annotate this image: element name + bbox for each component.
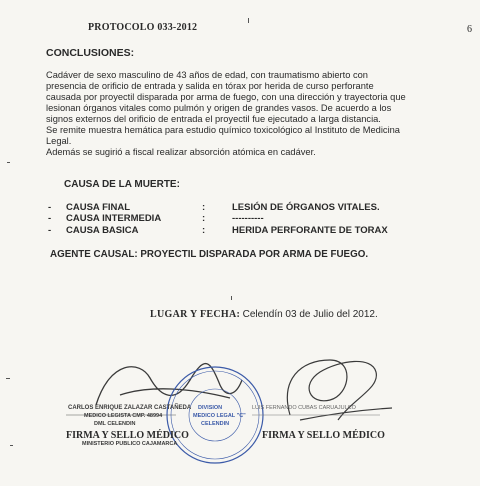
left-stamp-title: MEDICO LEGISTA CMP. 48994	[84, 413, 163, 419]
cause-dash: -	[48, 213, 52, 224]
conclusions-heading: CONCLUSIONES:	[46, 47, 135, 59]
seal-line-2: MEDICO LEGAL "C"	[193, 413, 246, 419]
place-date-label: LUGAR Y FECHA:	[150, 309, 241, 320]
conclusion-line: Cadáver de sexo masculino de 43 años de edad, con traumatismo abierto con	[46, 70, 368, 80]
cause-value: LESIÓN DE ÓRGANOS VITALES.	[232, 202, 380, 213]
cause-colon: :	[202, 202, 206, 213]
cause-label: CAUSA INTERMEDIA	[66, 213, 162, 224]
place-date-value: Celendín 03 de Julio del 2012.	[242, 309, 378, 320]
conclusion-line: causada por proyectil disparada por arma de fuego, con una dirección y trayectoria que	[46, 92, 406, 102]
cause-label: CAUSA FINAL	[66, 202, 131, 213]
scan-speck	[10, 445, 13, 446]
left-signature-caption: FIRMA Y SELLO MÉDICO	[66, 430, 189, 441]
seal-line-1: DIVISION	[198, 405, 223, 411]
scan-speck	[6, 378, 10, 379]
scan-speck	[231, 296, 232, 300]
conclusion-line: lesionan órganos vitales como pulmón y origen de grandes vasos. De acuerdo a los	[46, 103, 392, 113]
right-signature-scribble	[287, 360, 392, 420]
conclusion-line: signos externos del orificio de entrada el proyectil fue ejecutado a larga distancia.	[46, 114, 381, 124]
page-number: 6	[467, 24, 472, 35]
cause-value: HERIDA PERFORANTE DE TORAX	[232, 225, 388, 236]
place-and-date	[150, 309, 378, 320]
cause-dash: -	[48, 225, 52, 236]
cause-colon: :	[202, 225, 206, 236]
left-stamp-dept: MINISTERIO PUBLICO CAJAMARCA	[82, 441, 178, 447]
conclusion-line: Legal.	[46, 136, 72, 146]
cause-value: ----------	[232, 213, 264, 224]
agent-cause: AGENTE CAUSAL: PROYECTIL DISPARADA POR ARMA DE FUEGO.	[50, 249, 369, 260]
conclusion-line: presencia de orificio de entrada y salida en tórax por herida de curso perforante	[46, 81, 374, 91]
right-signature-caption: FIRMA Y SELLO MÉDICO	[262, 430, 385, 441]
conclusion-line: Se remite muestra hemática para estudio químico toxicológico al Instituto de Medicina	[46, 125, 400, 135]
protocol-number: PROTOCOLO 033-2012	[88, 22, 198, 33]
seal-line-3: CELENDIN	[201, 421, 230, 427]
cause-colon: :	[202, 213, 206, 224]
conclusion-line: Además se sugirió a fiscal realizar absorción atómica en cadáver.	[46, 147, 316, 157]
left-signature-scribble	[96, 364, 242, 405]
scan-speck	[7, 162, 10, 163]
conclusions-body	[46, 70, 450, 158]
cause-dash: -	[48, 202, 52, 213]
left-stamp-name: CARLOS ENRIQUE ZALAZAR CASTAÑEDA	[68, 405, 192, 411]
scan-speck	[248, 18, 249, 23]
right-stamp-name: LUIS FERNANDO CUBAS CARUAJULCO	[252, 405, 356, 411]
cause-of-death-heading: CAUSA DE LA MUERTE:	[64, 179, 180, 190]
left-stamp-office: DML CELENDIN	[94, 421, 136, 427]
cause-label: CAUSA BASICA	[66, 225, 139, 236]
